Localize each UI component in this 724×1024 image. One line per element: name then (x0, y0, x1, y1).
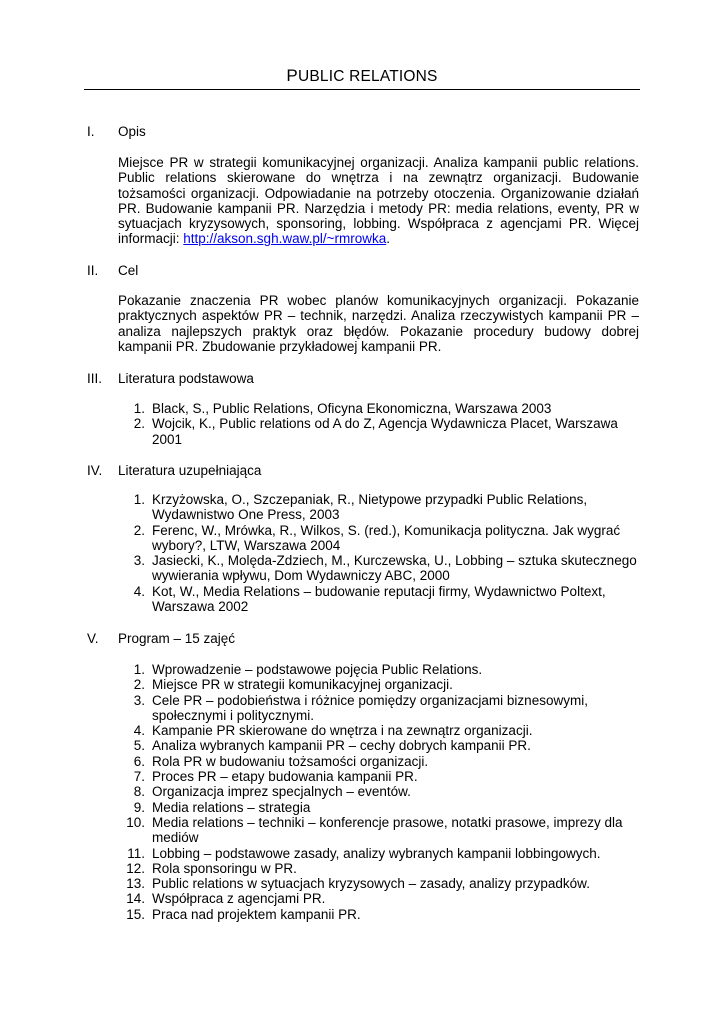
section-number: V. (87, 631, 99, 646)
list-item-text: Media relations – strategia (152, 799, 311, 815)
list-item (118, 891, 639, 906)
list-item-text: Jasiecki, K., Molęda-Zdziech, M., Kurczewska, U., Lobbing – sztuka skutecznego wywierania wpływu, Dom Wydawniczy ABC, 2000 (152, 553, 637, 584)
section-number: III. (87, 371, 103, 386)
list-item (118, 723, 639, 738)
title-rest: UBLIC RELATIONS (297, 68, 438, 85)
list-item (118, 662, 639, 677)
list-number: 3. (133, 553, 145, 569)
list-number: 4. (133, 583, 145, 599)
list-number: 1. (133, 492, 145, 507)
list-item (118, 800, 639, 815)
list-item (118, 677, 639, 692)
list-number: 4. (133, 723, 145, 739)
section-number: IV. (87, 463, 103, 478)
list-item (118, 553, 639, 584)
list-item (118, 693, 639, 724)
section-heading: Literatura uzupełniająca (118, 463, 262, 478)
section-number: I. (87, 124, 95, 139)
list-number: 6. (133, 753, 145, 769)
title-initial: P (286, 66, 298, 85)
list-item (118, 815, 639, 846)
list-item-text: Miejsce PR w strategii komunikacyjnej organizacji. (152, 677, 453, 693)
section-heading: Opis (118, 124, 146, 139)
list-number: 14. (126, 891, 145, 907)
list-item (118, 401, 639, 416)
list-item-text: Black, S., Public Relations, Oficyna Ekonomiczna, Warszawa 2003 (152, 401, 552, 416)
list-number: 9. (133, 799, 145, 815)
list-number: 11. (127, 845, 145, 861)
list-number: 13. (126, 876, 145, 892)
list-number: 2. (133, 677, 145, 693)
list-item (118, 584, 639, 615)
section-number: II. (87, 263, 99, 278)
list-item (118, 738, 639, 753)
list-number: 15. (126, 906, 145, 922)
list-item-text: Wojcik, K., Public relations od A do Z, Agencja Wydawnicza Placet, Warszawa 2001 (152, 416, 618, 447)
section-paragraph (118, 155, 639, 247)
list-number: 2. (133, 522, 145, 538)
paragraph-text-end: . (386, 231, 390, 247)
list-number: 2. (133, 416, 145, 432)
list-item-text: Rola sponsoringu w PR. (152, 860, 297, 876)
list-item-text: Media relations – techniki – konferencje prasowe, notatki prasowe, imprezy dla mediów (152, 814, 623, 846)
document-title (84, 66, 640, 86)
list-item-text: Ferenc, W., Mrówka, R., Wilkos, S. (red.), Komunikacja polityczna. Jak wygrać wybory?, LTW, Warszawa 2004 (152, 522, 621, 553)
list-item (118, 846, 639, 861)
list-item-text: Cele PR – podobieństwa i różnice pomiędzy organizacjami biznesowymi, społecznymi i politycznymi. (152, 692, 588, 723)
list-item (118, 769, 639, 784)
list-number: 7. (133, 769, 145, 785)
section-paragraph: Pokazanie znaczenia PR wobec planów komunikacyjnych organizacji. Pokazanie praktycznych aspektów PR – technik, narzędzi. Analiza rzeczywistych kampanii PR – analiza najlepszych praktyk oraz błędów. Pokazanie procedury budowy dobrej kampanii PR. Zbudowanie przykładowej kampanii PR. (118, 293, 639, 354)
reference-list (118, 492, 639, 614)
list-number: 1. (133, 401, 145, 416)
list-item (118, 861, 639, 876)
list-number: 5. (133, 738, 145, 754)
list-item (118, 754, 639, 769)
list-item-text: Współpraca z agencjami PR. (152, 891, 326, 907)
list-item-text: Proces PR – etapy budowania kampanii PR. (152, 769, 418, 785)
list-item-text: Praca nad projektem kampanii PR. (152, 906, 361, 922)
list-item (118, 876, 639, 891)
list-number: 10. (126, 814, 145, 830)
reference-list (118, 401, 639, 447)
list-number: 3. (133, 692, 145, 708)
title-underline (84, 89, 640, 90)
list-number: 8. (133, 784, 145, 800)
list-number: 12. (126, 860, 145, 876)
list-item-text: Wprowadzenie – podstawowe pojęcia Public Relations. (152, 662, 483, 677)
list-item (118, 492, 639, 523)
list-item-text: Public relations w sytuacjach kryzysowych – zasady, analizy przypadków. (152, 876, 590, 892)
section-heading: Program – 15 zajęć (118, 631, 236, 646)
paragraph-text: Miejsce PR w strategii komunikacyjnej organizacji. Analiza kampanii public relations. Public relations skierowane do wnętrza i na zewnątrz organizacji. Budowanie tożsamości organizacji. Odpowiadanie na potrzeby otoczenia. Organizowanie działań PR. Budowanie kampanii PR. Narzędzia i metody PR: media relations, eventy, PR w sytuacjach kryzysowych, sponsoring, lobbing. Współpraca z agencjami PR. Więcej informacji: (118, 155, 639, 247)
list-item-text: Analiza wybranych kampanii PR – cechy dobrych kampanii PR. (152, 738, 531, 754)
info-link[interactable]: http://akson.sgh.waw.pl/~rmrowka (183, 231, 387, 247)
list-item-text: Rola PR w budowaniu tożsamości organizacji. (152, 753, 429, 769)
section-heading: Cel (118, 263, 139, 278)
list-item-text: Kot, W., Media Relations – budowanie reputacji firmy, Wydawnictwo Poltext, Warszawa 2002 (152, 583, 606, 615)
list-item-text: Krzyżowska, O., Szczepaniak, R., Nietypowe przypadki Public Relations, Wydawnistwo One Press, 2003 (152, 492, 588, 523)
program-list (118, 662, 639, 922)
list-item (118, 416, 639, 447)
list-item (118, 907, 639, 922)
section-heading: Literatura podstawowa (118, 371, 254, 386)
list-number: 1. (133, 662, 145, 677)
list-item (118, 523, 639, 554)
list-item (118, 784, 639, 799)
list-item-text: Organizacja imprez specjalnych – eventów. (152, 784, 411, 800)
list-item-text: Kampanie PR skierowane do wnętrza i na zewnątrz organizacji. (152, 723, 533, 739)
list-item-text: Lobbing – podstawowe zasady, analizy wybranych kampanii lobbingowych. (152, 845, 601, 861)
